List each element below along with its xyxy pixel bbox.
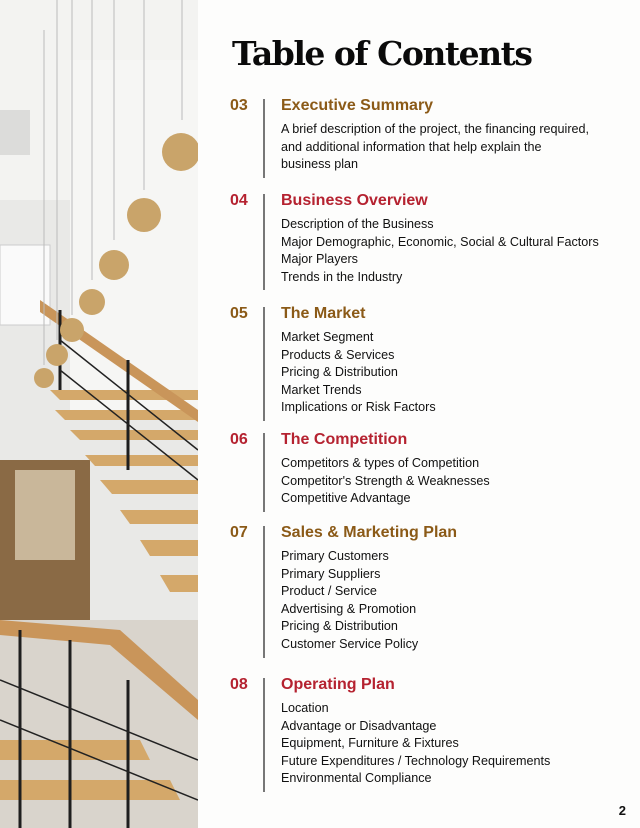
section-item: Primary Customers bbox=[281, 549, 389, 563]
section-item: Trends in the Industry bbox=[281, 269, 403, 284]
section-item: Competitors & types of Competition bbox=[281, 456, 480, 470]
section-item: Implications or Risk Factors bbox=[281, 400, 436, 415]
section-item: A brief description of the project, the financing required, bbox=[281, 122, 590, 136]
section-divider bbox=[263, 526, 265, 658]
section-item: Competitor's Strength & Weaknesses bbox=[281, 473, 490, 488]
section-item: Major Demographic, Economic, Social & Cultural Factors bbox=[281, 234, 599, 249]
section-number: 05 bbox=[230, 305, 248, 322]
section-item: and additional information that help explain the bbox=[281, 139, 542, 154]
section-number: 03 bbox=[230, 97, 248, 114]
section-number: 04 bbox=[230, 192, 248, 209]
staircase-photo bbox=[0, 0, 198, 828]
section-heading[interactable]: Business Overview bbox=[281, 192, 428, 209]
section-divider bbox=[263, 307, 265, 421]
section-divider bbox=[263, 678, 265, 792]
section-heading[interactable]: The Market bbox=[281, 305, 366, 322]
section-item: Location bbox=[281, 701, 329, 715]
section-item: Future Expenditures / Technology Requirements bbox=[281, 753, 551, 768]
section-item: Description of the Business bbox=[281, 217, 434, 231]
section-item: Major Players bbox=[281, 252, 358, 267]
section-item: Pricing & Distribution bbox=[281, 619, 398, 634]
section-item: Pricing & Distribution bbox=[281, 365, 398, 380]
section-heading[interactable]: The Competition bbox=[281, 431, 408, 448]
section-item: Environmental Compliance bbox=[281, 771, 432, 786]
section-item: Customer Service Policy bbox=[281, 636, 419, 651]
section-item: Advertising & Promotion bbox=[281, 601, 417, 616]
section-item: business plan bbox=[281, 157, 359, 172]
section-number: 07 bbox=[230, 524, 248, 541]
section-item: Equipment, Furniture & Fixtures bbox=[281, 736, 459, 751]
section-item: Advantage or Disadvantage bbox=[281, 718, 437, 733]
section-heading[interactable]: Sales & Marketing Plan bbox=[281, 524, 458, 541]
section-item: Product / Service bbox=[281, 584, 377, 599]
section-divider bbox=[263, 433, 265, 512]
section-item: Competitive Advantage bbox=[281, 491, 411, 506]
section-number: 08 bbox=[230, 676, 248, 693]
section-divider bbox=[263, 99, 265, 178]
section-item: Market Segment bbox=[281, 330, 374, 344]
section-heading[interactable]: Executive Summary bbox=[281, 97, 434, 114]
section-divider bbox=[263, 194, 265, 290]
section-number: 06 bbox=[230, 431, 248, 448]
section-item: Primary Suppliers bbox=[281, 566, 381, 581]
page-title: Table of Contents bbox=[232, 34, 532, 73]
section-heading[interactable]: Operating Plan bbox=[281, 676, 395, 693]
section-item: Products & Services bbox=[281, 347, 395, 362]
section-item: Market Trends bbox=[281, 382, 362, 397]
page-number: 2 bbox=[618, 803, 626, 818]
